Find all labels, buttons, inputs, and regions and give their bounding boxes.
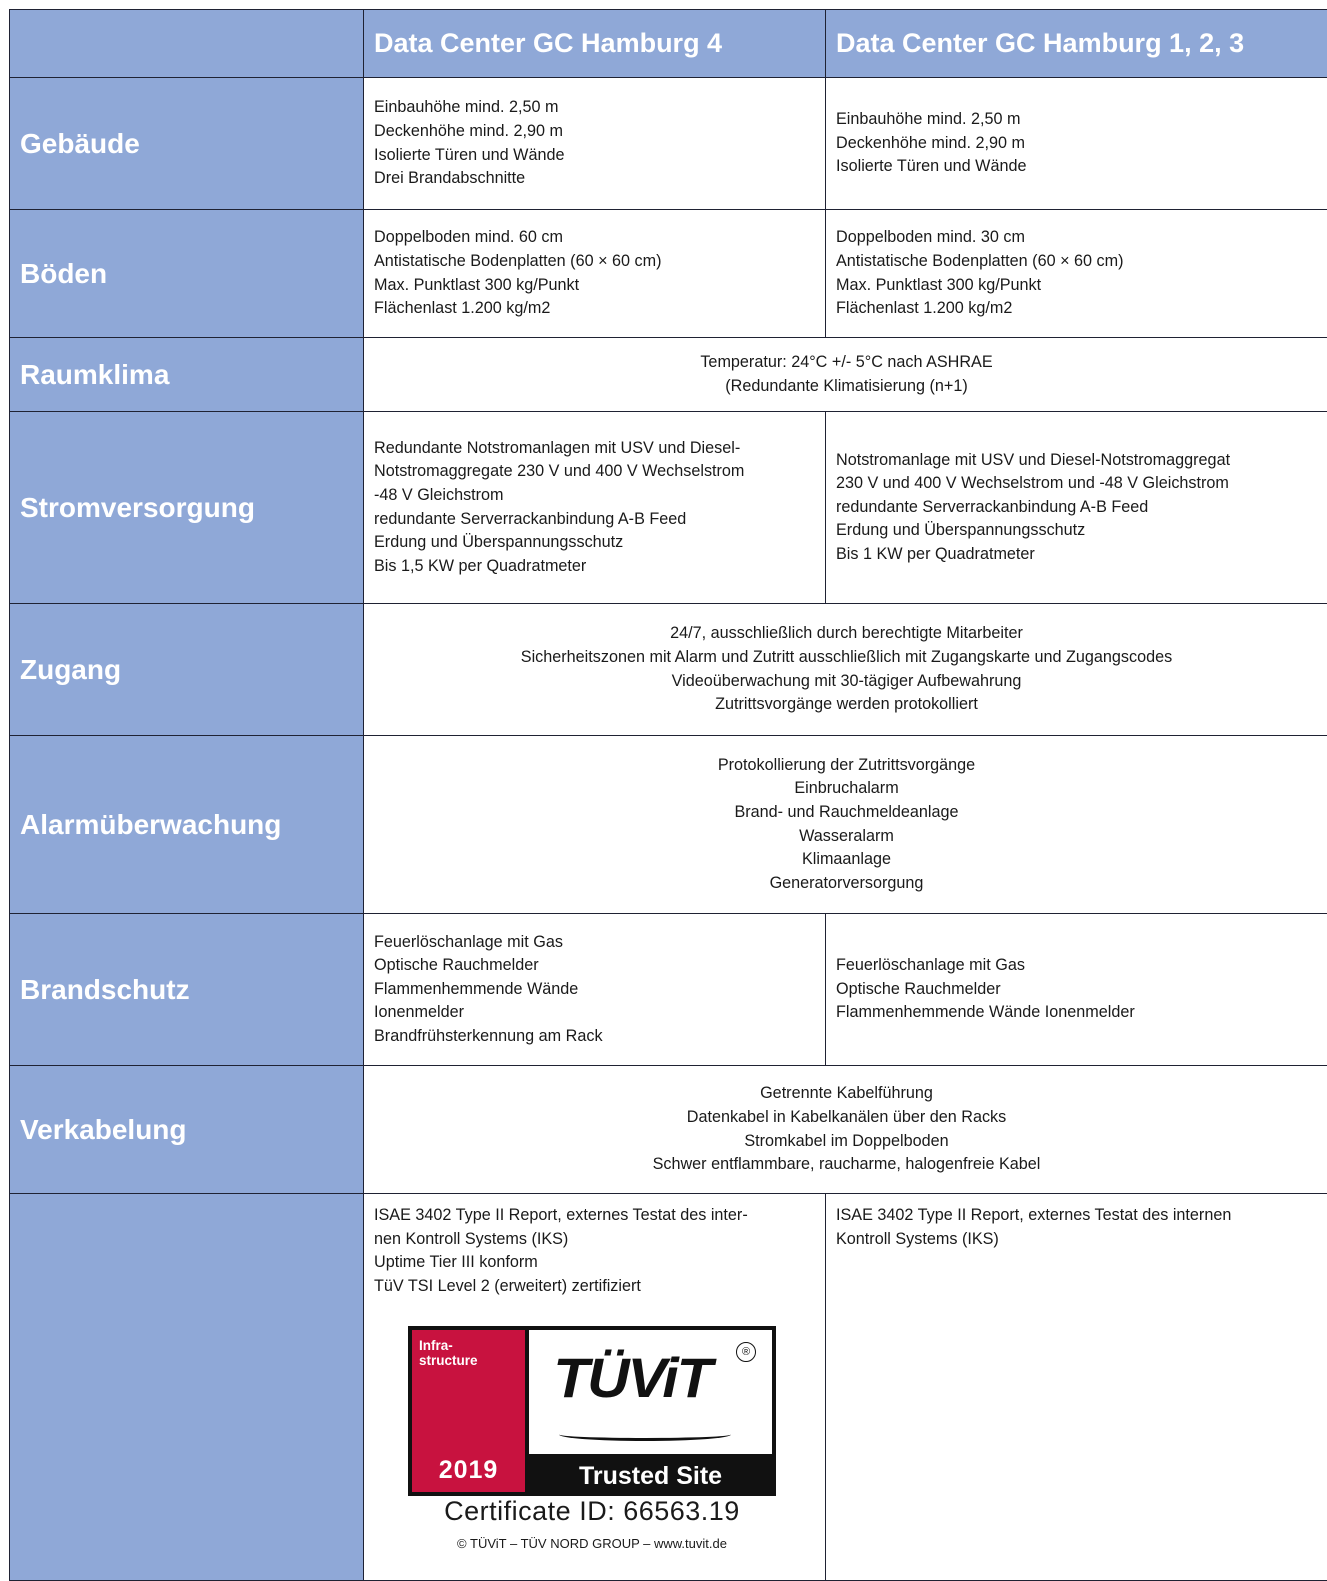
- text-line: Erdung und Überspannungsschutz: [836, 521, 1086, 540]
- cell-kabel-shared: [364, 1066, 1327, 1194]
- cell-gebaeude-hh4: [364, 78, 826, 210]
- text-line: 24/7, ausschließlich durch berechtigte Mitarbeiter: [670, 624, 1023, 643]
- text-line: Datenkabel in Kabelkanälen über den Racks: [686, 1107, 1007, 1126]
- text-line: Drei Brandabschnitte: [374, 169, 526, 188]
- row-label-alarm: Alarmüberwachung: [10, 736, 364, 914]
- text-line: Einbruchalarm: [794, 779, 899, 798]
- text-line: nen Kontroll Systems (IKS): [374, 1229, 569, 1248]
- cell-boeden-hh4: [364, 210, 826, 338]
- cell-zert-hh4: [364, 1194, 826, 1581]
- text-line: (Redundante Klimatisierung (n+1): [725, 376, 968, 395]
- badge-logo-panel: [529, 1330, 772, 1454]
- row-zertifizierung: [10, 1194, 1327, 1581]
- cell-raumklima-shared: [364, 338, 1327, 412]
- row-zugang: [10, 604, 1327, 736]
- corner-cell: [10, 10, 364, 78]
- text-line: Isolierte Türen und Wände: [836, 157, 1027, 176]
- text-line: Erdung und Überspannungsschutz: [374, 533, 624, 552]
- badge-trusted-site: Trusted Site: [578, 1461, 723, 1490]
- row-label-strom: Stromversorgung: [10, 412, 364, 604]
- text-line: Doppelboden mind. 60 cm: [374, 228, 563, 247]
- logo-swoosh-icon: [559, 1428, 731, 1441]
- cell-boeden-hh123: [826, 210, 1327, 338]
- text-line: Max. Punktlast 300 kg/Punkt: [836, 275, 1042, 294]
- row-label-raumklima: Raumklima: [10, 338, 364, 412]
- text-line: Brandfrühsterkennung am Rack: [374, 1026, 603, 1045]
- text-line: ISAE 3402 Type II Report, externes Testat des inter-: [374, 1206, 748, 1224]
- text-line: Deckenhöhe mind. 2,90 m: [374, 121, 563, 140]
- text-line: Generatorversorgung: [769, 873, 924, 892]
- text-line: Optische Rauchmelder: [836, 979, 1001, 998]
- row-strom: [10, 412, 1327, 604]
- text-line: Uptime Tier III konform: [374, 1253, 538, 1272]
- text-line: Deckenhöhe mind. 2,90 m: [836, 133, 1025, 152]
- column-header-hamburg-1-2-3: Data Center GC Hamburg 1, 2, 3: [826, 10, 1327, 78]
- row-boeden: [10, 210, 1327, 338]
- row-label-zertifizierung: [10, 1194, 364, 1581]
- badge-copyright: © TÜViT – TÜV NORD GROUP – www.tuvit.de: [457, 1535, 727, 1551]
- cell-zugang-shared: [364, 604, 1327, 736]
- cell-brand-hh4: [364, 914, 826, 1066]
- tuvit-logo: TÜViT: [553, 1346, 711, 1410]
- cell-zert-hh123: [826, 1194, 1327, 1581]
- row-label-boeden: Böden: [10, 210, 364, 338]
- text-line: redundante Serverrackanbindung A-B Feed: [374, 509, 687, 528]
- row-alarm: [10, 736, 1327, 914]
- text-line: Flächenlast 1.200 kg/m2: [836, 299, 1013, 318]
- certificate-id: Certificate ID: 66563.19: [444, 1496, 740, 1527]
- text-line: Klimaanlage: [801, 850, 892, 869]
- text-line: Doppelboden mind. 30 cm: [836, 228, 1025, 247]
- text-line: Bis 1 KW per Quadratmeter: [836, 544, 1035, 563]
- text-line: Ionenmelder: [374, 1003, 464, 1022]
- text-line: Flammenhemmende Wände: [374, 979, 579, 998]
- badge-category-line: Infra-: [419, 1338, 453, 1354]
- row-raumklima: [10, 338, 1327, 412]
- text-line: Wasseralarm: [799, 826, 894, 845]
- cell-gebaeude-hh123: [826, 78, 1327, 210]
- text-line: Bis 1,5 KW per Quadratmeter: [374, 556, 587, 575]
- text-line: Stromkabel im Doppelboden: [744, 1131, 949, 1150]
- text-line: Schwer entflammbare, raucharme, halogenfreie Kabel: [652, 1155, 1041, 1174]
- row-label-kabel: Verkabelung: [10, 1066, 364, 1194]
- badge-category: [419, 1338, 478, 1368]
- text-line: -48 V Gleichstrom: [374, 485, 504, 504]
- row-label-zugang: Zugang: [10, 604, 364, 736]
- text-line: Flammenhemmende Wände Ionenmelder: [836, 1003, 1135, 1022]
- text-line: Zutrittsvorgänge werden protokolliert: [715, 695, 978, 714]
- text-line: Sicherheitszonen mit Alarm und Zutritt ausschließlich mit Zugangskarte und Zugangscodes: [520, 647, 1173, 666]
- text-line: 230 V und 400 V Wechselstrom und -48 V Gleichstrom: [836, 474, 1229, 493]
- text-line: TüV TSI Level 2 (erweitert) zertifiziert: [374, 1276, 641, 1295]
- row-brand: [10, 914, 1327, 1066]
- cell-strom-hh4: [364, 412, 826, 604]
- badge-year: 2019: [438, 1455, 499, 1484]
- text-line: redundante Serverrackanbindung A-B Feed: [836, 497, 1149, 516]
- text-line: Flächenlast 1.200 kg/m2: [374, 299, 551, 318]
- row-label-brand: Brandschutz: [10, 914, 364, 1066]
- cell-strom-hh123: [826, 412, 1327, 604]
- cell-brand-hh123: [826, 914, 1327, 1066]
- text-line: Notstromanlage mit USV und Diesel-Notstromaggregat: [836, 450, 1231, 469]
- text-line: Temperatur: 24°C +/- 5°C nach ASHRAE: [700, 352, 993, 371]
- row-kabel: [10, 1066, 1327, 1194]
- registered-mark-icon: ®: [736, 1342, 756, 1362]
- text-line: Antistatische Bodenplatten (60 × 60 cm): [836, 251, 1124, 270]
- text-line: Isolierte Türen und Wände: [374, 145, 565, 164]
- text-line: Redundante Notstromanlagen mit USV und Diesel-: [374, 438, 741, 457]
- text-line: Kontroll Systems (IKS): [836, 1229, 999, 1248]
- comparison-table: [9, 9, 1327, 1581]
- tuvit-badge: [408, 1326, 778, 1555]
- text-line: Einbauhöhe mind. 2,50 m: [836, 110, 1021, 129]
- tuvit-seal: [408, 1326, 776, 1496]
- text-line: Getrennte Kabelführung: [760, 1084, 933, 1103]
- text-line: Max. Punktlast 300 kg/Punkt: [374, 275, 580, 294]
- text-line: Einbauhöhe mind. 2,50 m: [374, 98, 559, 117]
- badge-red-panel: [412, 1330, 525, 1492]
- text-line: Protokollierung der Zutrittsvorgänge: [717, 755, 976, 774]
- text-line: ISAE 3402 Type II Report, externes Testat des internen: [836, 1206, 1232, 1224]
- text-line: Feuerlöschanlage mit Gas: [374, 932, 563, 951]
- text-line: Notstromaggregate 230 V und 400 V Wechselstrom: [374, 462, 745, 481]
- text-line: Feuerlöschanlage mit Gas: [836, 956, 1025, 975]
- row-gebaeude: [10, 78, 1327, 210]
- text-line: Videoüberwachung mit 30-tägiger Aufbewahrung: [671, 671, 1022, 690]
- header-row: [10, 10, 1327, 78]
- row-label-gebaeude: Gebäude: [10, 78, 364, 210]
- text-line: Antistatische Bodenplatten (60 × 60 cm): [374, 251, 662, 270]
- cell-alarm-shared: [364, 736, 1327, 914]
- column-header-hamburg-4: Data Center GC Hamburg 4: [364, 10, 826, 78]
- text-line: Brand- und Rauchmeldeanlage: [734, 802, 959, 821]
- badge-category-line: structure: [419, 1353, 478, 1369]
- text-line: Optische Rauchmelder: [374, 956, 539, 975]
